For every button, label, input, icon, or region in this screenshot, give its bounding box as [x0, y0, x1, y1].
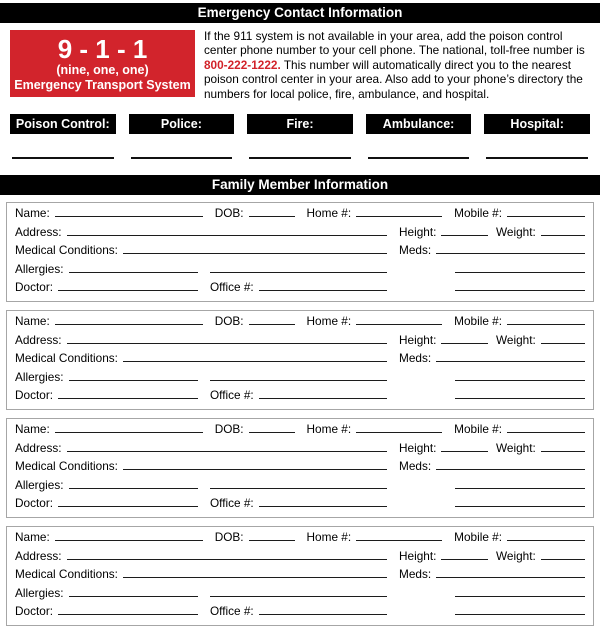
- address-field: [15, 225, 387, 239]
- meds-field: [399, 567, 585, 581]
- weight-field: [496, 549, 585, 563]
- contact-write-in-line: [12, 157, 114, 159]
- dob-label: DOB:: [214, 530, 244, 545]
- doctor-part: [15, 604, 387, 618]
- office-phone-write-in-line: [259, 397, 387, 399]
- name-row: [15, 422, 585, 441]
- address-row: [15, 549, 585, 568]
- height-label: Height:: [399, 548, 437, 563]
- mobile-phone-label: Mobile #:: [454, 530, 502, 545]
- address-label: Address:: [15, 548, 62, 563]
- medical-conditions-row: [15, 243, 585, 262]
- allergies-write-in-line: [69, 379, 198, 381]
- allergies-row: [15, 370, 585, 389]
- dob-field: [215, 530, 295, 544]
- meds-part: [399, 243, 585, 257]
- instructions-text-after: This number will automatically direct you to the nearest poison control center in your area. Also add to your phone’s directory the numbers for local police, fire, ambulance, and hospital.: [204, 57, 583, 101]
- height-weight-part: [399, 441, 585, 455]
- mobile-phone-label: Mobile #:: [454, 314, 502, 329]
- medical-conditions-label: Medical Conditions:: [15, 567, 118, 582]
- mobile-phone-label: Mobile #:: [454, 206, 502, 221]
- contact-label: Fire:: [286, 117, 314, 132]
- office-phone-label: Office #:: [210, 280, 254, 295]
- contact-label: Police:: [160, 117, 202, 132]
- contact-write-in-line: [368, 157, 470, 159]
- meds-continuation-line-1: [455, 379, 585, 381]
- poison-control-phone-number: 800-222-1222.: [204, 57, 281, 72]
- family-member-block: [6, 526, 594, 626]
- emergency-contact-column: [10, 114, 116, 159]
- address-part: [15, 333, 387, 347]
- weight-field: [496, 333, 585, 347]
- doctor-row: [15, 388, 585, 407]
- address-field: [15, 549, 387, 563]
- name-field: [15, 314, 203, 328]
- meds-label: Meds:: [399, 459, 432, 474]
- allergies-continuation-line: [210, 487, 387, 489]
- name-row: [15, 530, 585, 549]
- allergies-row: [15, 478, 585, 497]
- emergency-contact-column: [129, 114, 235, 159]
- home-phone-field: [307, 206, 443, 220]
- allergies-row: [15, 262, 585, 281]
- doctor-label: Doctor:: [15, 496, 54, 511]
- contact-label: Poison Control:: [15, 117, 110, 132]
- 911-number: 9 - 1 - 1: [57, 34, 148, 64]
- meds-continuation-line-1: [455, 271, 585, 273]
- doctor-label: Doctor:: [15, 388, 54, 403]
- name-label: Name:: [15, 314, 50, 329]
- meds-field: [399, 243, 585, 257]
- section-header-family-member: [0, 175, 600, 195]
- contact-label-box: [366, 114, 472, 134]
- office-phone-write-in-line: [259, 289, 387, 291]
- medical-conditions-write-in-line: [123, 468, 387, 470]
- medical-conditions-field: [15, 459, 387, 473]
- dob-write-in-line: [249, 323, 295, 325]
- home-phone-write-in-line: [356, 215, 442, 217]
- 911-emergency-box: [10, 30, 195, 97]
- address-part: [15, 441, 387, 455]
- meds-write-in-line: [436, 468, 585, 470]
- medical-conditions-part: [15, 351, 387, 365]
- meds-continuation-line-1: [455, 487, 585, 489]
- address-part: [15, 549, 387, 563]
- home-phone-field: [307, 422, 443, 436]
- allergies-write-in-line: [69, 487, 198, 489]
- meds-write-in-line: [436, 576, 585, 578]
- allergies-part: [15, 262, 387, 276]
- office-phone-write-in-line: [259, 505, 387, 507]
- meds-continuation-line-2: [455, 289, 585, 291]
- dob-field: [215, 422, 295, 436]
- medical-conditions-write-in-line: [123, 360, 387, 362]
- height-write-in-line: [441, 234, 488, 236]
- medical-conditions-row: [15, 459, 585, 478]
- meds-continuation-line-2: [455, 613, 585, 615]
- name-write-in-line: [55, 215, 203, 217]
- dob-write-in-line: [249, 215, 295, 217]
- medical-conditions-label: Medical Conditions:: [15, 243, 118, 258]
- meds-label: Meds:: [399, 243, 432, 258]
- weight-write-in-line: [541, 234, 585, 236]
- doctor-write-in-line: [58, 613, 198, 615]
- doctor-part: [15, 388, 387, 402]
- office-phone-label: Office #:: [210, 388, 254, 403]
- home-phone-label: Home #:: [306, 314, 352, 329]
- name-field: [15, 422, 203, 436]
- allergies-part: [15, 478, 387, 492]
- office-phone-label: Office #:: [210, 496, 254, 511]
- name-write-in-line: [55, 431, 203, 433]
- medical-conditions-write-in-line: [123, 252, 387, 254]
- allergies-label: Allergies:: [15, 477, 64, 492]
- allergies-row: [15, 586, 585, 605]
- doctor-label: Doctor:: [15, 604, 54, 619]
- meds-label: Meds:: [399, 567, 432, 582]
- mobile-phone-write-in-line: [507, 539, 585, 541]
- contact-label-box: [484, 114, 590, 134]
- address-write-in-line: [67, 558, 387, 560]
- mobile-phone-field: [454, 422, 585, 436]
- dob-label: DOB:: [214, 422, 244, 437]
- address-write-in-line: [67, 234, 387, 236]
- height-weight-part: [399, 549, 585, 563]
- medical-conditions-label: Medical Conditions:: [15, 459, 118, 474]
- meds-continuation-part: [399, 595, 585, 597]
- medical-conditions-field: [15, 243, 387, 257]
- name-label: Name:: [15, 530, 50, 545]
- weight-label: Weight:: [496, 224, 536, 239]
- allergies-label: Allergies:: [15, 369, 64, 384]
- address-label: Address:: [15, 332, 62, 347]
- weight-write-in-line: [541, 558, 585, 560]
- allergies-field: [15, 586, 198, 600]
- family-member-block: [6, 418, 594, 518]
- allergies-label: Allergies:: [15, 261, 64, 276]
- allergies-field: [15, 370, 198, 384]
- height-write-in-line: [441, 558, 488, 560]
- weight-field: [496, 225, 585, 239]
- office-phone-field: [210, 388, 387, 402]
- mobile-phone-write-in-line: [507, 431, 585, 433]
- office-phone-field: [210, 604, 387, 618]
- contact-label-box: [10, 114, 116, 134]
- poison-control-instructions: [204, 29, 590, 101]
- doctor-write-in-line: [58, 505, 198, 507]
- weight-label: Weight:: [496, 332, 536, 347]
- doctor-part: [15, 280, 387, 294]
- home-phone-label: Home #:: [306, 530, 352, 545]
- height-field: [399, 333, 488, 347]
- allergies-continuation-line: [210, 271, 387, 273]
- meds-field: [399, 459, 585, 473]
- name-field: [15, 530, 203, 544]
- address-label: Address:: [15, 440, 62, 455]
- doctor-write-in-line: [58, 397, 198, 399]
- doctor-label: Doctor:: [15, 280, 54, 295]
- name-row: [15, 314, 585, 333]
- meds-part: [399, 567, 585, 581]
- allergies-field: [15, 262, 198, 276]
- mobile-phone-field: [454, 314, 585, 328]
- name-write-in-line: [55, 323, 203, 325]
- home-phone-field: [307, 530, 443, 544]
- home-phone-write-in-line: [356, 431, 442, 433]
- doctor-part: [15, 496, 387, 510]
- emergency-contacts-row: [10, 114, 590, 159]
- meds-continuation-line-2: [455, 505, 585, 507]
- medical-conditions-row: [15, 567, 585, 586]
- name-label: Name:: [15, 206, 50, 221]
- doctor-field: [15, 496, 198, 510]
- meds-continuation-part: [399, 613, 585, 615]
- medical-conditions-write-in-line: [123, 576, 387, 578]
- weight-label: Weight:: [496, 440, 536, 455]
- meds-continuation-part: [399, 379, 585, 381]
- meds-continuation-line-1: [455, 595, 585, 597]
- height-field: [399, 549, 488, 563]
- allergies-write-in-line: [69, 271, 198, 273]
- allergies-continuation-line: [210, 379, 387, 381]
- doctor-field: [15, 388, 198, 402]
- doctor-row: [15, 496, 585, 515]
- home-phone-write-in-line: [356, 539, 442, 541]
- dob-label: DOB:: [214, 314, 244, 329]
- height-label: Height:: [399, 440, 437, 455]
- medical-conditions-label: Medical Conditions:: [15, 351, 118, 366]
- allergies-label: Allergies:: [15, 585, 64, 600]
- family-member-blocks: [6, 202, 594, 626]
- address-write-in-line: [67, 342, 387, 344]
- contact-label-box: [129, 114, 235, 134]
- section-title-family: Family Member Information: [211, 177, 389, 193]
- doctor-field: [15, 604, 198, 618]
- allergies-write-in-line: [69, 595, 198, 597]
- 911-system-label: Emergency Transport System: [14, 78, 191, 92]
- address-row: [15, 441, 585, 460]
- height-label: Height:: [399, 332, 437, 347]
- home-phone-write-in-line: [356, 323, 442, 325]
- office-phone-field: [210, 280, 387, 294]
- dob-field: [215, 206, 295, 220]
- doctor-write-in-line: [58, 289, 198, 291]
- emergency-contact-column: [484, 114, 590, 159]
- meds-field: [399, 351, 585, 365]
- allergies-continuation-line: [210, 595, 387, 597]
- meds-part: [399, 459, 585, 473]
- height-label: Height:: [399, 224, 437, 239]
- address-label: Address:: [15, 224, 62, 239]
- 911-number-words: (nine, one, one): [56, 63, 149, 77]
- family-member-block: [6, 310, 594, 410]
- mobile-phone-field: [454, 530, 585, 544]
- dob-write-in-line: [249, 431, 295, 433]
- meds-label: Meds:: [399, 351, 432, 366]
- height-weight-part: [399, 225, 585, 239]
- address-row: [15, 225, 585, 244]
- dob-field: [215, 314, 295, 328]
- section-header-emergency-contact: [0, 3, 600, 23]
- height-field: [399, 225, 488, 239]
- family-member-block: [6, 202, 594, 302]
- medical-conditions-field: [15, 351, 387, 365]
- address-write-in-line: [67, 450, 387, 452]
- height-field: [399, 441, 488, 455]
- weight-label: Weight:: [496, 548, 536, 563]
- height-weight-part: [399, 333, 585, 347]
- home-phone-label: Home #:: [306, 422, 352, 437]
- office-phone-label: Office #:: [210, 604, 254, 619]
- medical-conditions-part: [15, 567, 387, 581]
- meds-continuation-part: [399, 397, 585, 399]
- meds-continuation-part: [399, 487, 585, 489]
- address-field: [15, 333, 387, 347]
- home-phone-label: Home #:: [306, 206, 352, 221]
- doctor-field: [15, 280, 198, 294]
- doctor-row: [15, 604, 585, 623]
- home-phone-field: [307, 314, 443, 328]
- weight-write-in-line: [541, 342, 585, 344]
- meds-write-in-line: [436, 252, 585, 254]
- mobile-phone-field: [454, 206, 585, 220]
- weight-write-in-line: [541, 450, 585, 452]
- dob-write-in-line: [249, 539, 295, 541]
- contact-write-in-line: [131, 157, 233, 159]
- medical-conditions-field: [15, 567, 387, 581]
- section-title-emergency: Emergency Contact Information: [197, 5, 403, 20]
- meds-part: [399, 351, 585, 365]
- weight-field: [496, 441, 585, 455]
- emergency-contact-column: [366, 114, 472, 159]
- contact-write-in-line: [249, 157, 351, 159]
- medical-conditions-row: [15, 351, 585, 370]
- mobile-phone-write-in-line: [507, 215, 585, 217]
- meds-write-in-line: [436, 360, 585, 362]
- doctor-row: [15, 280, 585, 299]
- height-write-in-line: [441, 450, 488, 452]
- contact-label: Ambulance:: [382, 117, 455, 132]
- address-part: [15, 225, 387, 239]
- meds-continuation-part: [399, 271, 585, 273]
- allergies-field: [15, 478, 198, 492]
- meds-continuation-line-2: [455, 397, 585, 399]
- office-phone-field: [210, 496, 387, 510]
- name-write-in-line: [55, 539, 203, 541]
- meds-continuation-part: [399, 505, 585, 507]
- emergency-contact-column: [247, 114, 353, 159]
- contact-label: Hospital:: [510, 117, 564, 132]
- instructions-text-before: If the 911 system is not available in your area, add the poison control center phone number to your cell phone. The national, toll-free number is: [204, 29, 585, 58]
- height-write-in-line: [441, 342, 488, 344]
- contact-write-in-line: [486, 157, 588, 159]
- emergency-intro-section: [10, 30, 590, 101]
- allergies-part: [15, 586, 387, 600]
- medical-conditions-part: [15, 243, 387, 257]
- name-label: Name:: [15, 422, 50, 437]
- page: [0, 3, 600, 626]
- mobile-phone-write-in-line: [507, 323, 585, 325]
- medical-conditions-part: [15, 459, 387, 473]
- meds-continuation-part: [399, 289, 585, 291]
- contact-label-box: [247, 114, 353, 134]
- dob-label: DOB:: [214, 206, 244, 221]
- name-row: [15, 206, 585, 225]
- allergies-part: [15, 370, 387, 384]
- address-field: [15, 441, 387, 455]
- name-field: [15, 206, 203, 220]
- office-phone-write-in-line: [259, 613, 387, 615]
- address-row: [15, 333, 585, 352]
- mobile-phone-label: Mobile #:: [454, 422, 502, 437]
